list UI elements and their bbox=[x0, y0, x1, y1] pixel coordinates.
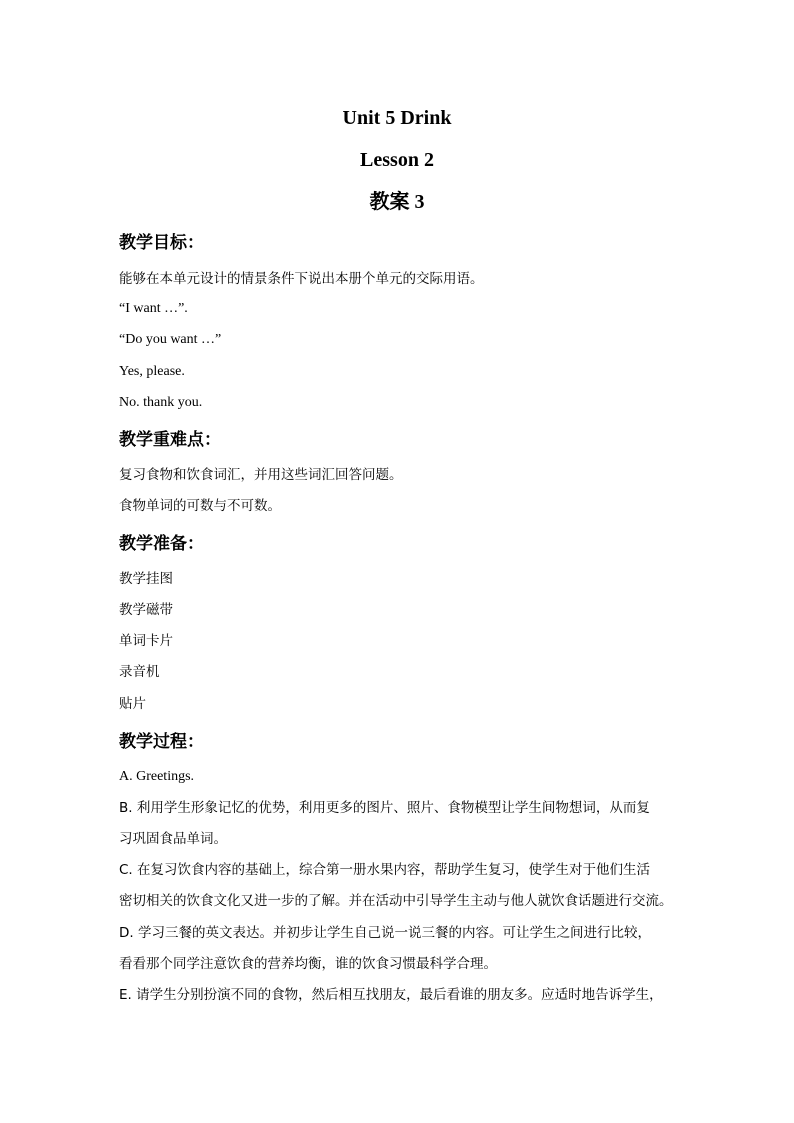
objectives-line: “Do you want …” bbox=[119, 332, 222, 347]
objectives-line: 能够在本单元设计的情景条件下说出本册个单元的交际用语。 bbox=[119, 271, 484, 287]
process-line: 密切相关的饮食文化又进一步的了解。并在活动中引导学生主动与他人就饮食话题进行交流。 bbox=[119, 893, 673, 909]
process-line: C. 在复习饮食内容的基础上，综合第一册水果内容，帮助学生复习，使学生对于他们生活 bbox=[119, 862, 651, 878]
unit-title: Unit 5 Drink bbox=[342, 107, 452, 129]
key-points-heading: 教学重难点： bbox=[119, 430, 221, 450]
plan-title: 教案 3 bbox=[369, 191, 425, 213]
preparation-line: 单词卡片 bbox=[119, 633, 173, 649]
process-line: 看看那个同学注意饮食的营养均衡，谁的饮食习惯最科学合理。 bbox=[119, 956, 497, 972]
preparation-line: 教学挂图 bbox=[119, 571, 173, 587]
process-line: E. 请学生分别扮演不同的食物，然后相互找朋友，最后看谁的朋友多。应适时地告诉学生， bbox=[119, 987, 663, 1003]
process-line: B. 利用学生形象记忆的优势，利用更多的图片、照片、食物模型让学生间物想词，从而复 bbox=[119, 800, 650, 816]
process-heading: 教学过程： bbox=[119, 732, 204, 752]
process-line: 习巩固食品单词。 bbox=[119, 831, 227, 847]
preparation-line: 录音机 bbox=[119, 664, 160, 680]
objectives-line: Yes, please. bbox=[119, 364, 185, 379]
objectives-line: “I want …”. bbox=[119, 301, 188, 316]
lesson-title: Lesson 2 bbox=[360, 149, 434, 171]
process-line: D. 学习三餐的英文表达。并初步让学生自己说一说三餐的内容。可让学生之间进行比较， bbox=[119, 925, 651, 941]
preparation-heading: 教学准备： bbox=[119, 534, 204, 554]
preparation-line: 贴片 bbox=[119, 696, 146, 712]
objectives-heading: 教学目标： bbox=[119, 233, 204, 253]
preparation-line: 教学磁带 bbox=[119, 602, 173, 618]
key-points-line: 复习食物和饮食词汇，并用这些词汇回答问题。 bbox=[119, 467, 403, 483]
process-line: A. Greetings. bbox=[119, 769, 195, 784]
key-points-line: 食物单词的可数与不可数。 bbox=[119, 498, 281, 514]
objectives-line: No. thank you. bbox=[119, 395, 203, 410]
